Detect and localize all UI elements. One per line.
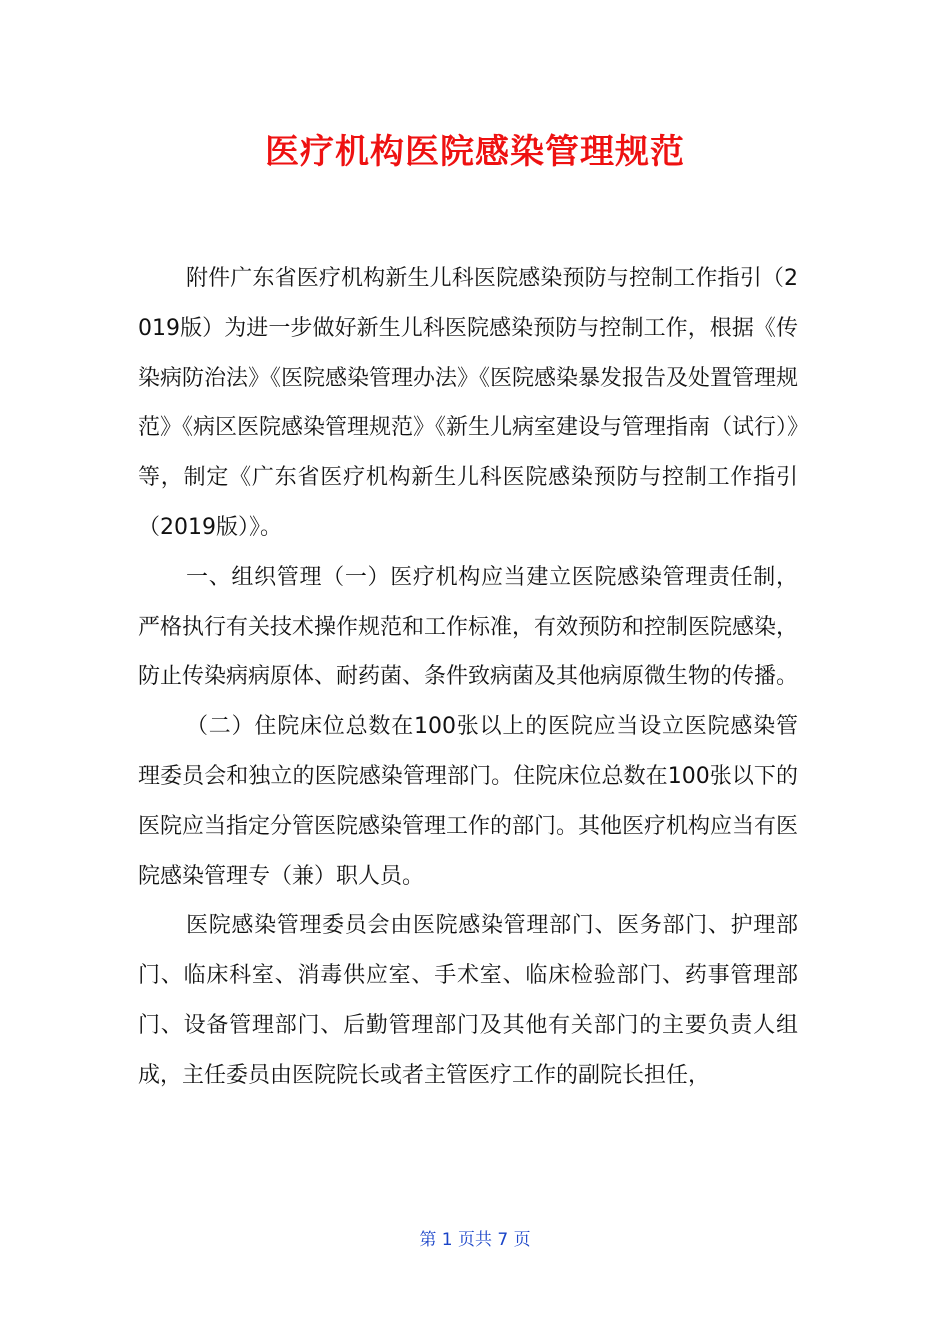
paragraph-intro: 附件广东省医疗机构新生儿科医院感染预防与控制工作指引（2019版）为进一步做好新生儿科医院感染预防与控制工作，根据《传染病防治法》《医院感染管理办法》《医院感染暴发报告及处置管理规范》《病区医院感染管理规范》《新生儿病室建设与管理指南（试行）》等，制定《广东省医疗机构新生儿科医院感染预防与控制工作指引（2019版）》。 — [138, 266, 799, 540]
document-body — [138, 254, 798, 1101]
document-title: 医疗机构医院感染管理规范 — [265, 132, 685, 172]
paragraph-department: （二）住院床位总数在100张以上的医院应当设立医院感染管理委员会和独立的医院感染管理部门。住院床位总数在100张以下的医院应当指定分管医院感染管理工作的部门。其他医疗机构应当有医院感染管理专（兼）职人员。 — [138, 714, 799, 889]
paragraph-organization: 一、组织管理（一）医疗机构应当建立医院感染管理责任制，严格执行有关技术操作规范和工作标准，有效预防和控制医院感染，防止传染病病原体、耐药菌、条件致病菌及其他病原微生物的传播。 — [138, 564, 799, 690]
paragraph-committee: 医院感染管理委员会由医院感染管理部门、医务部门、护理部门、临床科室、消毒供应室、手术室、临床检验部门、药事管理部门、设备管理部门、后勤管理部门及其他有关部门的主要负责人组成，主任委员由医院院长或者主管医疗工作的副院长担任， — [138, 913, 798, 1088]
page-number-footer: 第 1 页共 7 页 — [419, 1230, 531, 1250]
